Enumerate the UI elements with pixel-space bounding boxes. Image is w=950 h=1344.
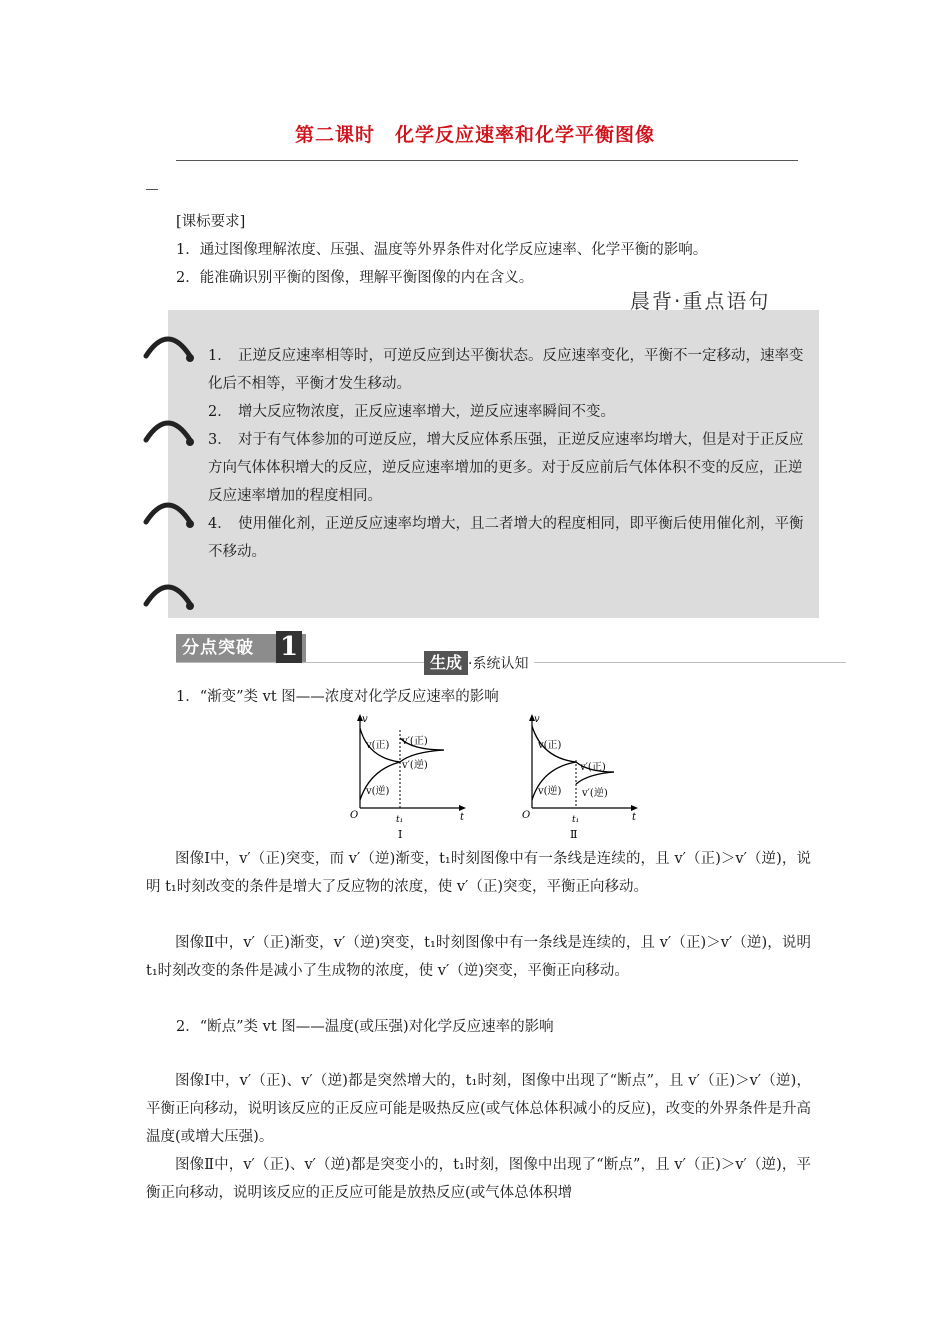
memo-item-num: 2． (208, 404, 232, 420)
origin-label: O (350, 810, 359, 821)
section-label-rest: ·系统认知 (468, 656, 529, 672)
binder-ring-icon (140, 494, 196, 534)
memo-item (208, 398, 808, 426)
requirements-heading: [课标要求] (176, 214, 246, 230)
tick-label-t1: t₁ (396, 815, 404, 825)
x-axis-label: t (460, 812, 465, 823)
memo-item (208, 510, 808, 566)
chart-caption: Ⅱ (570, 828, 578, 840)
requirement-item: 2．能准确识别平衡的图像，理解平衡图像的内在含义。 (176, 270, 534, 286)
topic1-paragraph-1: 图像Ⅰ中，v′（正)突变，而 v′（逆)渐变，t₁时刻图像中有一条线是连续的，且 v′（正)＞v′（逆)，说明 t₁时刻改变的条件是增大了反应物的浓度，使 v′（正)突变，平衡正向移动。 (146, 851, 811, 895)
topic1-heading: 1．“渐变”类 vt 图——浓度对化学反应速率的影响 (176, 689, 499, 705)
series-label-v-reverse: v(逆) (538, 786, 562, 797)
x-axis-arrow-icon (631, 805, 638, 811)
memo-item (208, 342, 808, 398)
binder-ring-icon (140, 412, 196, 452)
section-badge-text: 分点突破 (182, 638, 254, 658)
topic2-paragraph-1: 图像Ⅰ中，v′（正)、v′（逆)都是突然增大的，t₁时刻，图像中出现了“断点”，且 v′（正)＞v′（逆)，平衡正向移动，说明该反应的正反应可能是吸热反应(或气体总体积减小的反应)，改变的外界条件是升高温度(或增大压强)。 (146, 1073, 811, 1145)
memo-item-text: 增大反应物浓度，正反应速率增大，逆反应速率瞬间不变。 (238, 404, 615, 420)
chart-1 (340, 710, 480, 840)
section-badge (176, 634, 306, 662)
y-axis-label: v (362, 714, 368, 725)
chart-caption: Ⅰ (398, 828, 403, 840)
y-axis-label: v (534, 714, 540, 725)
chart-2 (512, 710, 652, 840)
section-label (424, 651, 534, 675)
binder-ring-icon (140, 328, 196, 368)
memo-item-text: 对于有气体参加的可逆反应，增大反应体系压强，正逆反应速率均增大，但是对于正反应方向气体体积增大的反应，逆反应速率增加的更多。对于反应前后气体体积不变的反应，正逆反应速率增加的程度相同。 (208, 432, 804, 504)
series-label-v-prime-reverse: v′(逆) (402, 760, 428, 771)
requirement-item: 1．通过图像理解浓度、压强、温度等外界条件对化学反应速率、化学平衡的影响。 (176, 242, 708, 258)
tick-label-t1: t₁ (572, 815, 580, 825)
memo-header: 晨背·重点语句 (630, 289, 771, 313)
series-label-v-prime-reverse: v′(逆) (582, 788, 608, 799)
memo-item-num: 4． (208, 516, 232, 532)
x-axis-label: t (632, 812, 637, 823)
section-label-dark: 生成 (424, 651, 468, 675)
section-badge-number: 1 (276, 631, 302, 663)
series-label-v-reverse: v(逆) (366, 786, 390, 797)
topic1-paragraph-2: 图像Ⅱ中，v′（正)渐变，v′（逆)突变，t₁时刻图像中有一条线是连续的，且 v′（正)＞v′（逆)，说明 t₁时刻改变的条件是减小了生成物的浓度，使 v′（逆)突变，平衡正向移动。 (146, 935, 811, 979)
title-rule (176, 160, 798, 161)
topic2-heading: 2．“断点”类 vt 图——温度(或压强)对化学反应速率的影响 (176, 1019, 554, 1035)
binder-ring-icon (140, 576, 196, 616)
page-title: 第二课时 化学反应速率和化学平衡图像 (294, 124, 655, 146)
title-rule-tail (146, 189, 158, 190)
x-axis-arrow-icon (459, 805, 466, 811)
origin-label: O (522, 810, 531, 821)
series-v-prime-reverse (576, 772, 614, 784)
series-label-v-prime-forward: v′(正) (580, 762, 606, 773)
memo-item (208, 426, 808, 510)
memo-item-num: 3． (208, 432, 232, 448)
topic2-paragraph-2: 图像Ⅱ中，v′（正)、v′（逆)都是突变小的，t₁时刻，图像中出现了“断点”，且 v′（正)＞v′（逆)，平衡正向移动，说明该反应的正反应可能是放热反应(或气体总体积增 (146, 1157, 811, 1201)
series-label-v-prime-forward: v′(正) (402, 736, 428, 747)
series-label-v-forward: v(正) (538, 740, 562, 751)
memo-item-num: 1． (208, 348, 232, 364)
memo-item-text: 正逆反应速率相等时，可逆反应到达平衡状态。反应速率变化，平衡不一定移动，速率变化后不相等，平衡才发生移动。 (208, 348, 804, 392)
series-label-v-forward: v(正) (366, 740, 390, 751)
memo-item-text: 使用催化剂，正逆反应速率均增大，且二者增大的程度相同，即平衡后使用催化剂，平衡不移动。 (208, 516, 804, 560)
